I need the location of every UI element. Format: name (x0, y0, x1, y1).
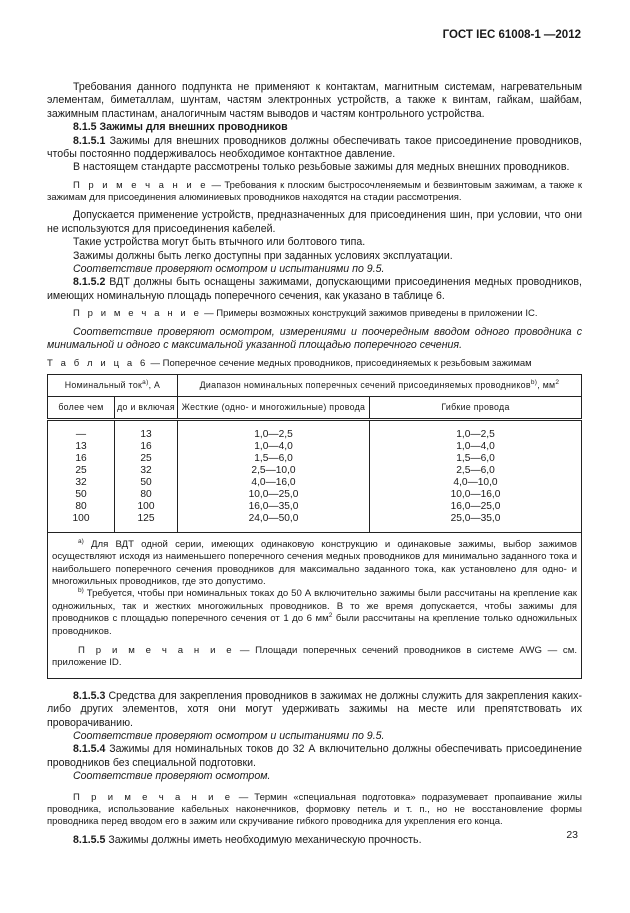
cell-more-than: 32 (48, 477, 115, 489)
cell-up-to: 16 (115, 441, 178, 453)
cell-more-than: 100 (48, 513, 115, 533)
note-text: — Требования к плоским быстросочленяемым и безвинтовым зажимам, а также к зажимам для присоединения алюминиевых проводников находятся на стадии рассмотрения. (47, 179, 582, 204)
cell-flexible: 10,0—16,0 (370, 489, 582, 501)
clause-8-1-5-5 (47, 834, 582, 847)
note-label: П р и м е ч а н и е (73, 179, 209, 191)
cell-flexible: 25,0—35,0 (370, 513, 582, 533)
cell-more-than: 13 (48, 441, 115, 453)
table-note: П р и м е ч а н и е — Площади поперечных сечений проводников в системе AWG — см. приложение ID. (52, 645, 577, 669)
note-text: — Термин «специальная подготовка» подразумевает пропаивание жилы проводника, использование кабельных наконечников, формовку петель и т. п., но не восстановление формы проводника перед вводом его в зажим или скручивание гибкого проводника для укрепления его конца. (47, 791, 582, 828)
cell-more-than: — (48, 419, 115, 441)
clause-text: Средства для закрепления проводников в зажимах не должны служить для закрепления каких-либо других элементов, хотя они могут удерживать зажимы на месте или препятствовать их проворачиванию. (47, 689, 582, 729)
clause-number: 8.1.5.1 (73, 134, 106, 147)
header-rated-current: Номинальный ток$^{а)}$, А (48, 374, 178, 396)
header-flexible: Гибкие провода (370, 396, 582, 419)
cell-flexible: 1,5—6,0 (370, 453, 582, 465)
table-row (48, 419, 582, 441)
cell-up-to: 32 (115, 465, 178, 477)
clause-8-1-5-1 (47, 135, 582, 162)
cell-more-than: 50 (48, 489, 115, 501)
paragraph-busbars: Допускается применение устройств, предназначенных для присоединения шин, при условии, что они не используются для присоединения кабелей. (47, 209, 582, 235)
table-row (48, 465, 582, 477)
note-text: — Примеры возможных конструкций зажимов приведены в приложении IC. (201, 308, 538, 320)
cell-rigid: 16,0—35,0 (178, 501, 370, 513)
page-content (47, 81, 582, 847)
cell-up-to: 100 (115, 501, 178, 513)
cell-rigid: 1,0—2,5 (178, 419, 370, 441)
clause-number: 8.1.5.4 (73, 743, 106, 756)
clause-8-1-5-4 (47, 743, 582, 770)
table-body (48, 419, 582, 532)
clause-text: Зажимы для номинальных токов до 32 А включительно должны обеспечивать присоединение проводников без специальной подготовки. (47, 743, 582, 769)
compliance-2: Соответствие проверяют осмотром, измерениями и поочередным вводом одного проводника с минимальной и одного с максимальной указанной площадью поперечного сечения. (47, 325, 582, 351)
compliance-3: Соответствие проверяют осмотром и испытаниями по 9.5. (73, 730, 385, 743)
clause-8-1-5-2 (47, 276, 582, 303)
table-row (48, 489, 582, 501)
paragraph-copper: В настоящем стандарте рассмотрены только резьбовые зажимы для медных внешних проводников. (73, 161, 570, 174)
table-caption-text: — Поперечное сечение медных проводников, присоединяемых к резьбовым зажимам (147, 358, 532, 370)
cell-flexible: 2,5—6,0 (370, 465, 582, 477)
clause-number: 8.1.5.3 (73, 689, 106, 702)
paragraph-access: Зажимы должны быть легко доступны при заданных условиях эксплуатации. (73, 249, 453, 262)
cell-rigid: 24,0—50,0 (178, 513, 370, 533)
conductor-table (47, 374, 582, 679)
document-header: ГОСТ IEC 61008-1 —2012 (442, 29, 581, 41)
clause-text: Зажимы для внешних проводников должны обеспечивать такое присоединение проводников, чтобы постоянно поддерживалось необходимое контактное давление. (47, 134, 582, 161)
paragraph-types: Такие устройства могут быть втычного или болтового типа. (73, 236, 366, 249)
page-number: 23 (566, 829, 578, 841)
cell-more-than: 25 (48, 465, 115, 477)
table-caption (47, 357, 582, 370)
note-1 (47, 180, 582, 205)
compliance-4: Соответствие проверяют осмотром. (73, 770, 271, 783)
cell-flexible: 1,0—4,0 (370, 441, 582, 453)
section-heading-8-1-5: 8.1.5 Зажимы для внешних проводников (73, 121, 288, 134)
paragraph-exclusions: Требования данного подпункта не применяют к контактам, магнитным системам, нагревательным элементам, биметаллам, шунтам, частям электронных устройств, а также к винтам, гайкам, шайбам, зажимным пластинам, аналогичным частям выводов и частям контрольного устройства. (47, 81, 582, 120)
cell-more-than: 16 (48, 453, 115, 465)
table-row (48, 513, 582, 533)
cell-flexible: 4,0—10,0 (370, 477, 582, 489)
note-2 (47, 308, 582, 320)
table-row (48, 501, 582, 513)
cell-up-to: 125 (115, 513, 178, 533)
table-row (48, 441, 582, 453)
header-more-than: более чем (48, 396, 115, 419)
header-up-to: до и включая (115, 396, 178, 419)
cell-rigid: 10,0—25,0 (178, 489, 370, 501)
cell-up-to: 50 (115, 477, 178, 489)
table-footnotes (48, 532, 582, 678)
compliance-1: Соответствие проверяют осмотром и испытаниями по 9.5. (73, 263, 385, 276)
cell-flexible: 16,0—25,0 (370, 501, 582, 513)
cell-up-to: 25 (115, 453, 178, 465)
header-rigid: Жесткие (одно- и многожильные) провода (178, 396, 370, 419)
cell-more-than: 80 (48, 501, 115, 513)
header-cross-section-range: Диапазон номинальных поперечных сечений присоединяемых проводников$^{b)}$, $мм^2$ (178, 374, 582, 396)
cell-rigid: 1,5—6,0 (178, 453, 370, 465)
cell-rigid: 2,5—10,0 (178, 465, 370, 477)
clause-text: ВДТ должны быть оснащены зажимами, допускающими присоединения медных проводников, имеющих номинальную площадь поперечного сечения, как указано в таблице 6. (47, 276, 582, 302)
cell-flexible: 1,0—2,5 (370, 419, 582, 441)
cell-up-to: 80 (115, 489, 178, 501)
clause-8-1-5-3 (47, 690, 582, 730)
footnote-a: $^{а)}$ Для ВДТ одной серии, имеющих одинаковую конструкцию и одинаковые зажимы, выбор зажимов осуществляют исходя из наименьшего поперечного сечения медных проводников для минимально заданного тока и наибольшего поперечного сечения проводников для максимально заданного тока, как установлено для одно- и многожильных проводников, где это допустимо. (52, 537, 577, 588)
table-caption-label: Т а б л и ц а 6 (47, 358, 148, 370)
clause-number: 8.1.5.5 (73, 833, 106, 846)
footnote-b: $^{b)}$ Требуется, чтобы при номинальных токах до 50 А включительно зажимы были рассчитаны на крепление как одножильных, так и жестких многожильных проводников. В то же время допускается, чтобы зажимы для проводников с площадью поперечного сечения от 1 до 6 $мм^2$ были рассчитаны на крепление только одножильных проводников. (52, 587, 577, 637)
clause-text: Зажимы должны иметь необходимую механическую прочность. (105, 833, 422, 846)
clause-number: 8.1.5.2 (73, 276, 106, 289)
cell-rigid: 4,0—16,0 (178, 477, 370, 489)
note-3 (47, 792, 582, 829)
cell-up-to: 13 (115, 419, 178, 441)
note-label: П р и м е ч а н и е (73, 308, 202, 320)
cell-rigid: 1,0—4,0 (178, 441, 370, 453)
table-row (48, 453, 582, 465)
note-label: П р и м е ч а н и е (73, 791, 233, 803)
table-row (48, 477, 582, 489)
